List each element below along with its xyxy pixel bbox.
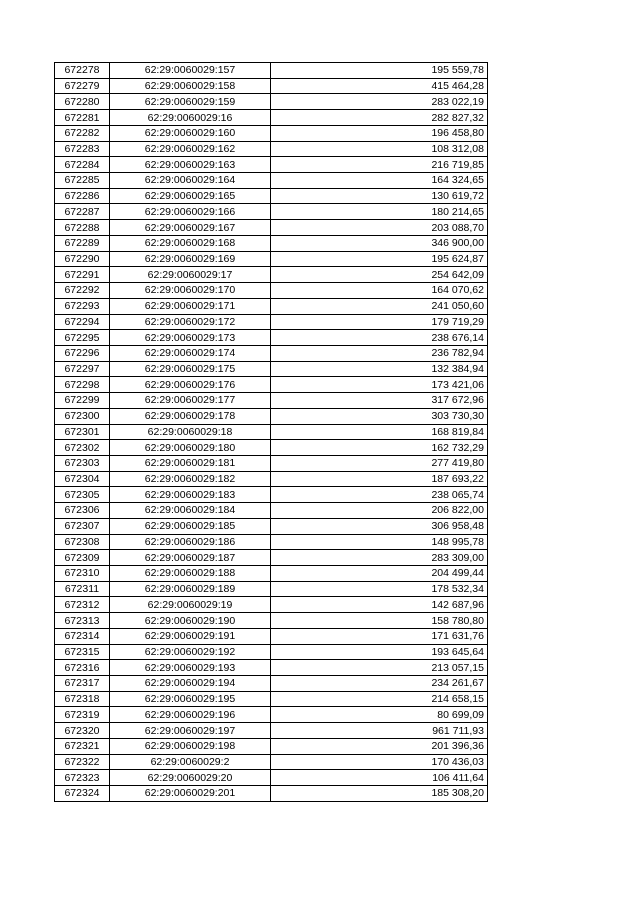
cadastral-value-cell: 162 732,29	[271, 440, 488, 456]
cadastral-number-cell: 62:29:0060029:189	[110, 581, 271, 597]
cadastral-value-cell: 132 384,94	[271, 361, 488, 377]
row-number-cell: 672278	[55, 63, 110, 79]
table-row	[55, 644, 488, 660]
cadastral-number-cell: 62:29:0060029:201	[110, 786, 271, 802]
cadastral-value-cell: 303 730,30	[271, 408, 488, 424]
table-row	[55, 597, 488, 613]
table-row	[55, 613, 488, 629]
cadastral-value-cell: 317 672,96	[271, 393, 488, 409]
row-number-cell: 672294	[55, 314, 110, 330]
cadastral-number-cell: 62:29:0060029:171	[110, 298, 271, 314]
cadastral-value-cell: 283 309,00	[271, 550, 488, 566]
row-number-cell: 672293	[55, 298, 110, 314]
cadastral-value-cell: 130 619,72	[271, 188, 488, 204]
row-number-cell: 672288	[55, 220, 110, 236]
row-number-cell: 672291	[55, 267, 110, 283]
cadastral-number-cell: 62:29:0060029:170	[110, 283, 271, 299]
row-number-cell: 672287	[55, 204, 110, 220]
table-row	[55, 471, 488, 487]
row-number-cell: 672302	[55, 440, 110, 456]
cadastral-value-cell: 142 687,96	[271, 597, 488, 613]
cadastral-value-cell: 234 261,67	[271, 676, 488, 692]
row-number-cell: 672283	[55, 141, 110, 157]
cadastral-value-cell: 346 900,00	[271, 235, 488, 251]
cadastral-number-cell: 62:29:0060029:176	[110, 377, 271, 393]
cadastral-value-cell: 195 624,87	[271, 251, 488, 267]
cadastral-number-cell: 62:29:0060029:162	[110, 141, 271, 157]
row-number-cell: 672312	[55, 597, 110, 613]
cadastral-number-cell: 62:29:0060029:192	[110, 644, 271, 660]
table-row	[55, 298, 488, 314]
table-row	[55, 267, 488, 283]
cadastral-value-cell: 282 827,32	[271, 110, 488, 126]
cadastral-number-cell: 62:29:0060029:193	[110, 660, 271, 676]
cadastral-number-cell: 62:29:0060029:198	[110, 738, 271, 754]
cadastral-number-cell: 62:29:0060029:185	[110, 518, 271, 534]
row-number-cell: 672284	[55, 157, 110, 173]
row-number-cell: 672305	[55, 487, 110, 503]
table-row	[55, 188, 488, 204]
row-number-cell: 672299	[55, 393, 110, 409]
table-row	[55, 424, 488, 440]
cadastral-value-cell: 306 958,48	[271, 518, 488, 534]
cadastral-number-cell: 62:29:0060029:175	[110, 361, 271, 377]
row-number-cell: 672285	[55, 173, 110, 189]
row-number-cell: 672286	[55, 188, 110, 204]
cadastral-value-cell: 216 719,85	[271, 157, 488, 173]
cadastral-value-cell: 179 719,29	[271, 314, 488, 330]
cadastral-number-cell: 62:29:0060029:177	[110, 393, 271, 409]
cadastral-number-cell: 62:29:0060029:168	[110, 235, 271, 251]
table-row	[55, 94, 488, 110]
cadastral-value-cell: 201 396,36	[271, 738, 488, 754]
cadastral-number-cell: 62:29:0060029:163	[110, 157, 271, 173]
cadastral-number-cell: 62:29:0060029:2	[110, 754, 271, 770]
cadastral-number-cell: 62:29:0060029:188	[110, 566, 271, 582]
cadastral-number-cell: 62:29:0060029:178	[110, 408, 271, 424]
cadastral-number-cell: 62:29:0060029:173	[110, 330, 271, 346]
cadastral-value-cell: 193 645,64	[271, 644, 488, 660]
cadastral-number-cell: 62:29:0060029:16	[110, 110, 271, 126]
cadastral-value-cell: 961 711,93	[271, 723, 488, 739]
cadastral-number-cell: 62:29:0060029:183	[110, 487, 271, 503]
table-row	[55, 707, 488, 723]
table-row	[55, 408, 488, 424]
table-row	[55, 283, 488, 299]
cadastral-number-cell: 62:29:0060029:197	[110, 723, 271, 739]
cadastral-number-cell: 62:29:0060029:164	[110, 173, 271, 189]
cadastral-number-cell: 62:29:0060029:174	[110, 345, 271, 361]
table-row	[55, 628, 488, 644]
table-row	[55, 786, 488, 802]
cadastral-value-cell: 80 699,09	[271, 707, 488, 723]
row-number-cell: 672308	[55, 534, 110, 550]
table-row	[55, 393, 488, 409]
row-number-cell: 672280	[55, 94, 110, 110]
row-number-cell: 672290	[55, 251, 110, 267]
table-row	[55, 251, 488, 267]
table-row	[55, 141, 488, 157]
row-number-cell: 672298	[55, 377, 110, 393]
cadastral-number-cell: 62:29:0060029:19	[110, 597, 271, 613]
cadastral-number-cell: 62:29:0060029:172	[110, 314, 271, 330]
cadastral-value-cell: 238 065,74	[271, 487, 488, 503]
table-row	[55, 377, 488, 393]
cadastral-value-cell: 148 995,78	[271, 534, 488, 550]
cadastral-number-cell: 62:29:0060029:190	[110, 613, 271, 629]
row-number-cell: 672314	[55, 628, 110, 644]
table-row	[55, 676, 488, 692]
row-number-cell: 672316	[55, 660, 110, 676]
table-row	[55, 581, 488, 597]
row-number-cell: 672303	[55, 455, 110, 471]
cadastral-number-cell: 62:29:0060029:167	[110, 220, 271, 236]
table-row	[55, 487, 488, 503]
cadastral-number-cell: 62:29:0060029:184	[110, 503, 271, 519]
table-row	[55, 440, 488, 456]
cadastral-value-cell: 254 642,09	[271, 267, 488, 283]
cadastral-value-table	[54, 62, 488, 802]
cadastral-number-cell: 62:29:0060029:195	[110, 691, 271, 707]
cadastral-number-cell: 62:29:0060029:165	[110, 188, 271, 204]
row-number-cell: 672300	[55, 408, 110, 424]
cadastral-value-cell: 214 658,15	[271, 691, 488, 707]
cadastral-value-cell: 196 458,80	[271, 125, 488, 141]
cadastral-number-cell: 62:29:0060029:18	[110, 424, 271, 440]
cadastral-value-cell: 241 050,60	[271, 298, 488, 314]
cadastral-number-cell: 62:29:0060029:180	[110, 440, 271, 456]
row-number-cell: 672307	[55, 518, 110, 534]
row-number-cell: 672313	[55, 613, 110, 629]
table-row	[55, 125, 488, 141]
cadastral-number-cell: 62:29:0060029:169	[110, 251, 271, 267]
row-number-cell: 672318	[55, 691, 110, 707]
row-number-cell: 672301	[55, 424, 110, 440]
row-number-cell: 672292	[55, 283, 110, 299]
cadastral-number-cell: 62:29:0060029:187	[110, 550, 271, 566]
row-number-cell: 672295	[55, 330, 110, 346]
cadastral-value-cell: 158 780,80	[271, 613, 488, 629]
cadastral-value-cell: 203 088,70	[271, 220, 488, 236]
row-number-cell: 672282	[55, 125, 110, 141]
table-row	[55, 534, 488, 550]
table-row	[55, 110, 488, 126]
table-body	[55, 63, 488, 802]
table-row	[55, 723, 488, 739]
table-row	[55, 220, 488, 236]
row-number-cell: 672321	[55, 738, 110, 754]
row-number-cell: 672309	[55, 550, 110, 566]
table-row	[55, 78, 488, 94]
cadastral-value-cell: 108 312,08	[271, 141, 488, 157]
cadastral-value-cell: 213 057,15	[271, 660, 488, 676]
cadastral-value-cell: 164 070,62	[271, 283, 488, 299]
row-number-cell: 672315	[55, 644, 110, 660]
row-number-cell: 672323	[55, 770, 110, 786]
row-number-cell: 672289	[55, 235, 110, 251]
cadastral-number-cell: 62:29:0060029:17	[110, 267, 271, 283]
cadastral-value-cell: 283 022,19	[271, 94, 488, 110]
table-row	[55, 550, 488, 566]
row-number-cell: 672306	[55, 503, 110, 519]
row-number-cell: 672304	[55, 471, 110, 487]
cadastral-number-cell: 62:29:0060029:160	[110, 125, 271, 141]
cadastral-value-cell: 180 214,65	[271, 204, 488, 220]
row-number-cell: 672324	[55, 786, 110, 802]
cadastral-value-cell: 164 324,65	[271, 173, 488, 189]
table-row	[55, 63, 488, 79]
cadastral-value-cell: 415 464,28	[271, 78, 488, 94]
cadastral-number-cell: 62:29:0060029:157	[110, 63, 271, 79]
row-number-cell: 672320	[55, 723, 110, 739]
cadastral-number-cell: 62:29:0060029:186	[110, 534, 271, 550]
cadastral-value-cell: 185 308,20	[271, 786, 488, 802]
table-row	[55, 157, 488, 173]
row-number-cell: 672311	[55, 581, 110, 597]
cadastral-number-cell: 62:29:0060029:158	[110, 78, 271, 94]
table-row	[55, 314, 488, 330]
cadastral-number-cell: 62:29:0060029:191	[110, 628, 271, 644]
table-row	[55, 204, 488, 220]
table-row	[55, 518, 488, 534]
table-row	[55, 738, 488, 754]
cadastral-value-cell: 171 631,76	[271, 628, 488, 644]
cadastral-value-cell: 277 419,80	[271, 455, 488, 471]
row-number-cell: 672279	[55, 78, 110, 94]
row-number-cell: 672317	[55, 676, 110, 692]
cadastral-number-cell: 62:29:0060029:159	[110, 94, 271, 110]
cadastral-value-cell: 238 676,14	[271, 330, 488, 346]
cadastral-value-cell: 178 532,34	[271, 581, 488, 597]
cadastral-value-cell: 106 411,64	[271, 770, 488, 786]
cadastral-value-cell: 168 819,84	[271, 424, 488, 440]
cadastral-number-cell: 62:29:0060029:182	[110, 471, 271, 487]
cadastral-value-cell: 187 693,22	[271, 471, 488, 487]
table-row	[55, 173, 488, 189]
cadastral-value-cell: 204 499,44	[271, 566, 488, 582]
table-row	[55, 770, 488, 786]
table-row	[55, 235, 488, 251]
row-number-cell: 672310	[55, 566, 110, 582]
row-number-cell: 672319	[55, 707, 110, 723]
cadastral-value-cell: 206 822,00	[271, 503, 488, 519]
table-row	[55, 361, 488, 377]
cadastral-number-cell: 62:29:0060029:166	[110, 204, 271, 220]
row-number-cell: 672322	[55, 754, 110, 770]
cadastral-value-cell: 170 436,03	[271, 754, 488, 770]
table-row	[55, 330, 488, 346]
row-number-cell: 672296	[55, 345, 110, 361]
cadastral-number-cell: 62:29:0060029:20	[110, 770, 271, 786]
table-row	[55, 691, 488, 707]
table-row	[55, 503, 488, 519]
cadastral-number-cell: 62:29:0060029:181	[110, 455, 271, 471]
row-number-cell: 672281	[55, 110, 110, 126]
table-row	[55, 566, 488, 582]
table-row	[55, 455, 488, 471]
cadastral-value-cell: 236 782,94	[271, 345, 488, 361]
cadastral-value-cell: 195 559,78	[271, 63, 488, 79]
table-row	[55, 660, 488, 676]
cadastral-number-cell: 62:29:0060029:194	[110, 676, 271, 692]
table-row	[55, 754, 488, 770]
cadastral-value-cell: 173 421,06	[271, 377, 488, 393]
table-row	[55, 345, 488, 361]
row-number-cell: 672297	[55, 361, 110, 377]
cadastral-number-cell: 62:29:0060029:196	[110, 707, 271, 723]
